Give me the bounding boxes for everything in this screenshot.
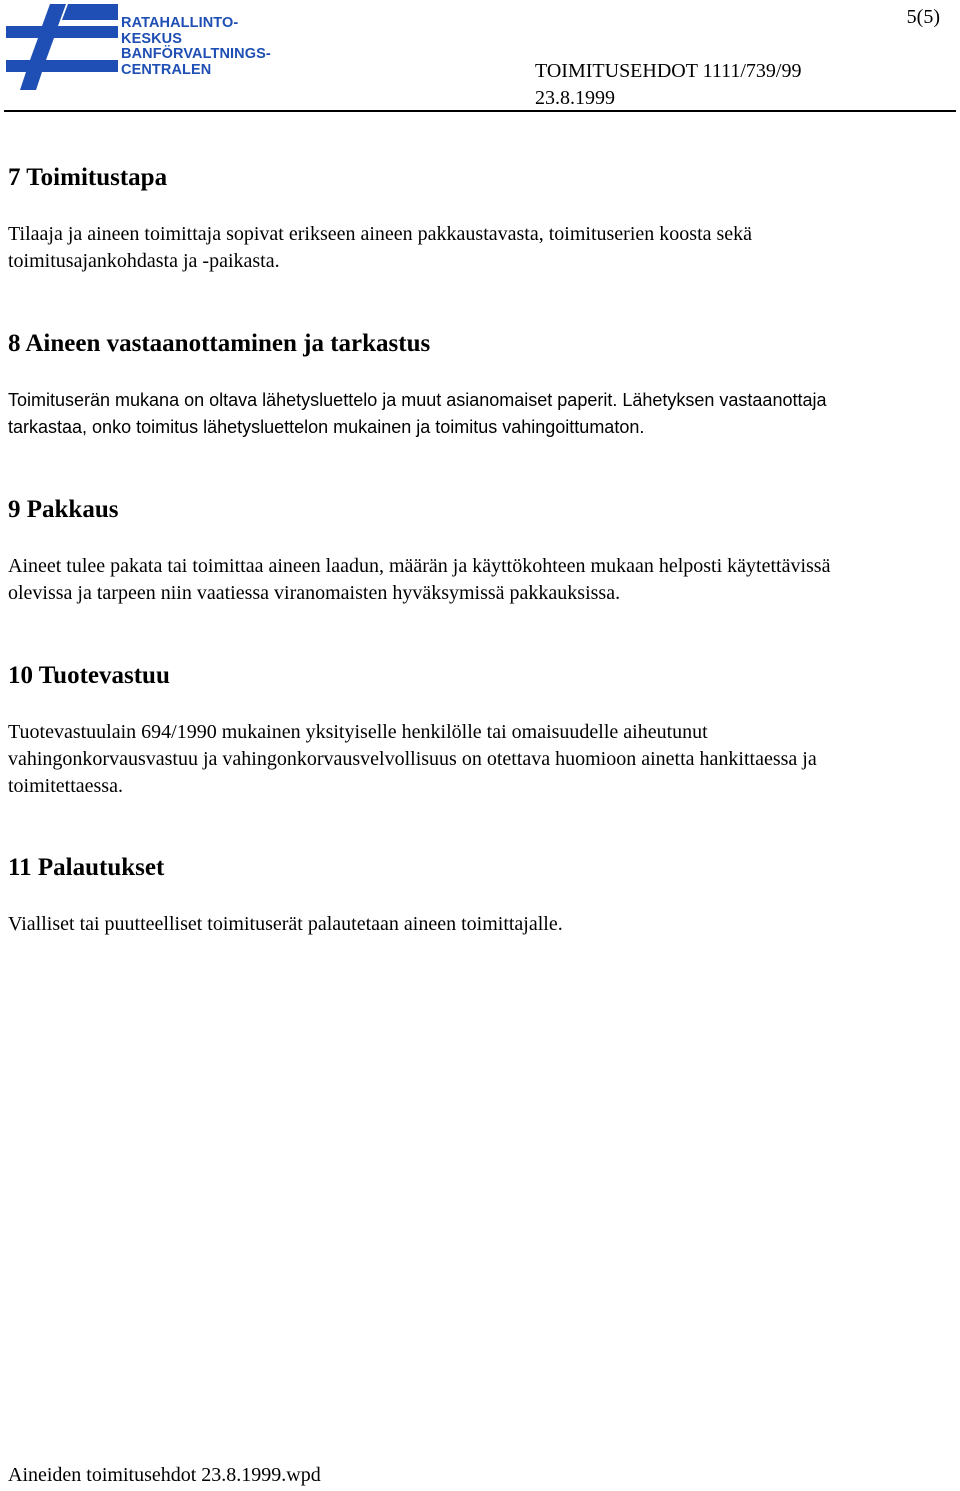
document-date: 23.8.1999	[535, 87, 615, 109]
header-divider	[4, 110, 956, 112]
section-returns	[8, 853, 952, 938]
section-heading: 11 Palautukset	[8, 854, 165, 881]
section-text-line: toimitusajankohdasta ja -paikasta.	[8, 250, 280, 272]
section-text-line: tarkastaa, onko toimitus lähetysluettelon mukainen ja toimitus vahingoittumaton.	[8, 417, 645, 437]
page-number: 5(5)	[906, 6, 940, 28]
section-text-line: olevissa ja tarpeen niin vaatiessa viranomaisten hyväksymissä pakkauksissa.	[8, 582, 621, 604]
organization-name-line: BANFÖRVALTNINGS-	[121, 46, 271, 62]
section-heading: 10 Tuotevastuu	[8, 662, 170, 689]
section-text-line: Tilaaja ja aineen toimittaja sopivat erikseen aineen pakkaustavasta, toimituserien koosta sekä	[8, 223, 753, 245]
section-text-line: Vialliset tai puutteelliset toimituserät palautetaan aineen toimittajalle.	[8, 913, 563, 935]
organization-name-line: KESKUS	[121, 30, 183, 47]
document-reference	[535, 58, 801, 112]
section-text-line: vahingonkorvausvastuu ja vahingonkorvausvelvollisuus on otettava huomioon ainetta hankittaessa ja	[8, 748, 817, 770]
section-text-line: Aineet tulee pakata tai toimittaa aineen laadun, määrän ja käyttökohteen mukaan helposti käytettävissä	[8, 555, 831, 577]
organization-name-line: RATAHALLINTO-	[121, 15, 239, 31]
section-packaging	[8, 495, 952, 607]
footer-filename: Aineiden toimitusehdot 23.8.1999.wpd	[8, 1464, 321, 1486]
organization-name-line: CENTRALEN	[121, 61, 212, 78]
document-title: TOIMITUSEHDOT 1111/739/99	[535, 60, 802, 82]
section-heading: 9 Pakkaus	[8, 496, 119, 523]
organization-logo-icon	[6, 4, 118, 90]
section-receiving-inspection	[8, 329, 952, 441]
section-delivery-method	[8, 163, 952, 275]
section-heading: 7 Toimitustapa	[8, 164, 168, 191]
section-product-liability	[8, 661, 952, 800]
section-text-line: toimitettaessa.	[8, 775, 123, 797]
section-text-line: Tuotevastuulain 694/1990 mukainen yksityiselle henkilölle tai omaisuudelle aiheutunut	[8, 721, 708, 743]
section-heading: 8 Aineen vastaanottaminen ja tarkastus	[8, 330, 431, 357]
section-text-line: Toimituserän mukana on oltava lähetysluettelo ja muut asianomaiset paperit. Lähetyksen vastaanottaja	[8, 390, 827, 410]
organization-name	[121, 16, 271, 78]
